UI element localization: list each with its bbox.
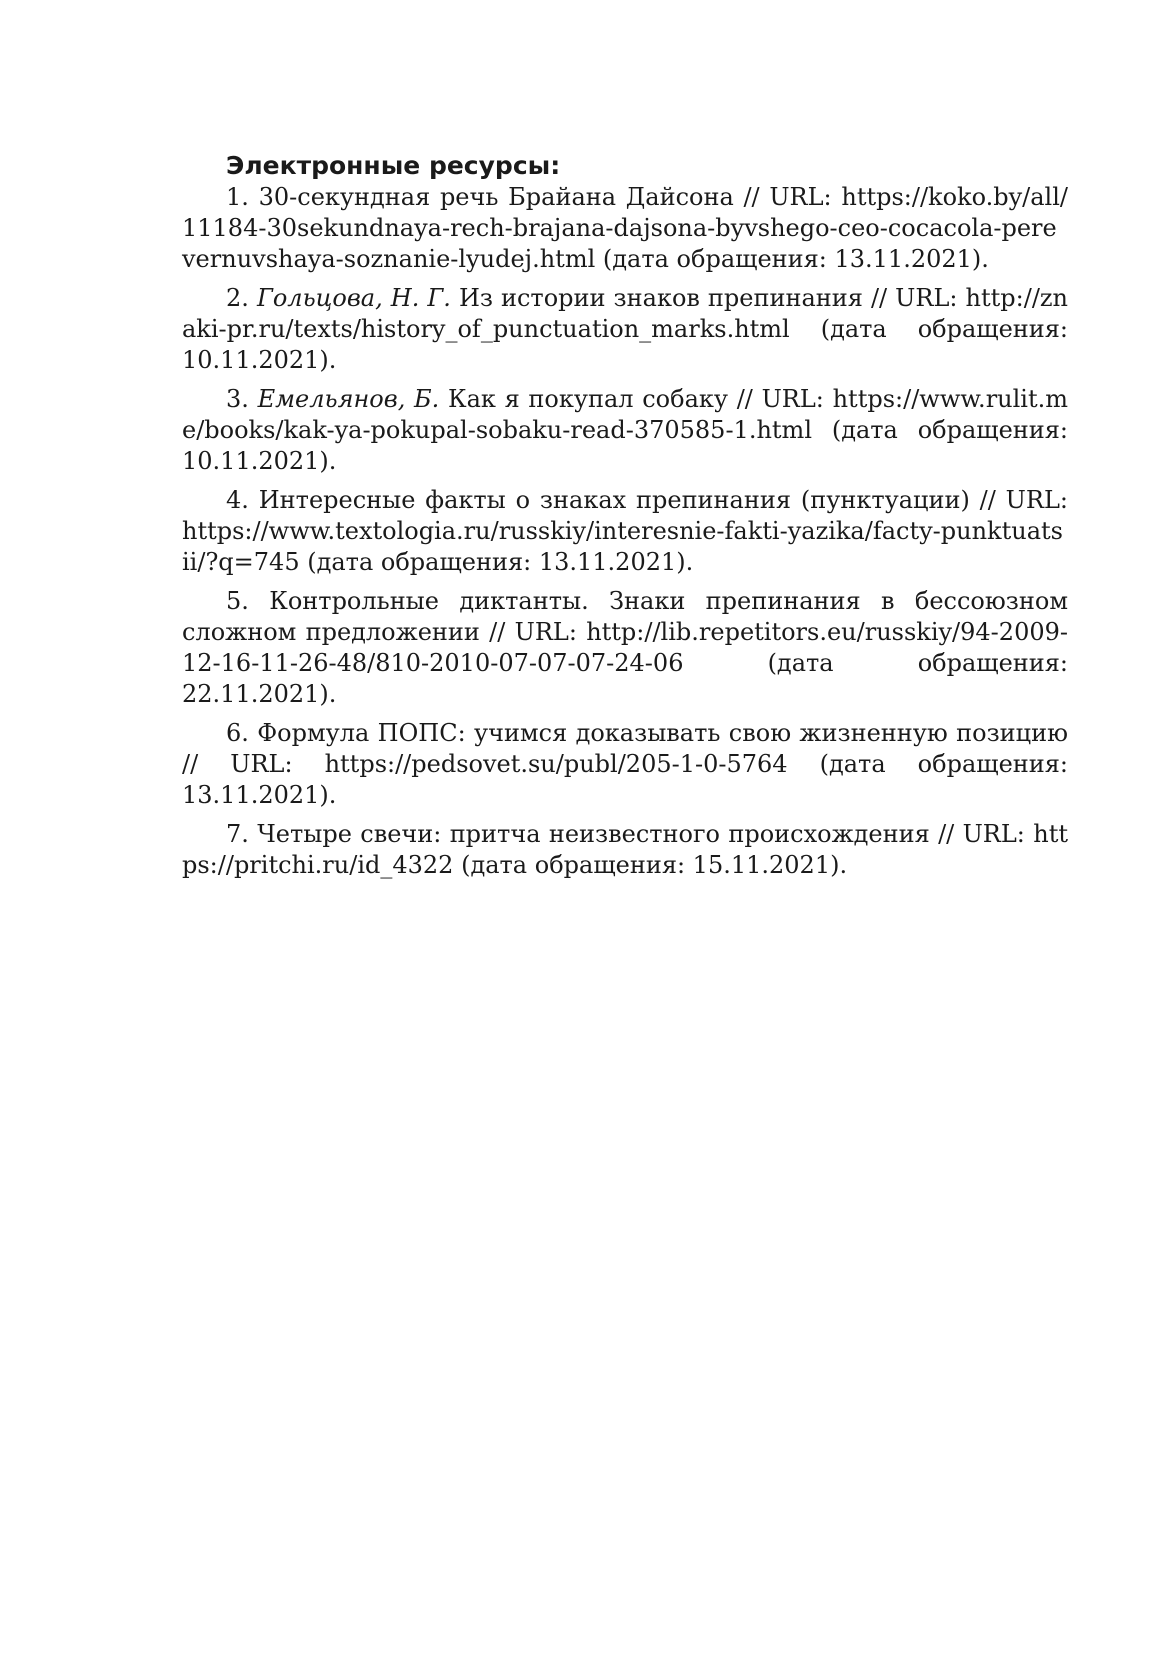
reference-number: 4. xyxy=(226,486,249,514)
reference-url[interactable]: https://www.rulit.me/books/kak-ya-pokupal-sobaku-read-370585-1.html xyxy=(182,385,1068,444)
reference-item xyxy=(182,283,1068,376)
reference-number: 1. xyxy=(226,183,249,211)
reference-item xyxy=(182,586,1068,710)
reference-title: Из истории знаков препинания // URL: xyxy=(458,284,958,312)
reference-title: Формула ПОПС: учимся доказывать свою жизненную позицию // URL: xyxy=(182,719,1068,778)
reference-item xyxy=(182,182,1068,275)
reference-title: Контрольные диктанты. Знаки препинания в бессоюзном сложном предложении // URL: xyxy=(182,587,1068,646)
reference-author: Емельянов, Б. xyxy=(257,385,440,413)
reference-title: Четыре свечи: притча неизвестного происхождения // URL: xyxy=(257,820,1025,848)
reference-access-date: (дата обращения: 13.11.2021). xyxy=(602,245,989,273)
reference-url[interactable]: https://pritchi.ru/id_4322 xyxy=(182,820,1068,879)
reference-url[interactable]: https://pedsovet.su/publ/205-1-0-5764 xyxy=(324,750,788,778)
reference-author: Гольцова, Н. Г. xyxy=(256,284,451,312)
reference-access-date: (дата обращения: 10.11.2021). xyxy=(182,416,1068,475)
reference-access-date: (дата обращения: 22.11.2021). xyxy=(182,649,1068,708)
reference-item xyxy=(182,819,1068,881)
reference-url[interactable]: http://lib.repetitors.eu/russkiy/94-2009-12-16-11-26-48/810-2010-07-07-07-24-06 xyxy=(182,618,1068,677)
reference-title: Интересные факты о знаках препинания (пунктуации) // URL: xyxy=(258,486,1068,514)
reference-number: 2. xyxy=(226,284,249,312)
reference-access-date: (дата обращения: 10.11.2021). xyxy=(182,315,1068,374)
page-content xyxy=(182,150,1068,889)
reference-list xyxy=(182,182,1068,881)
section-heading: Электронные ресурсы: xyxy=(226,151,561,180)
reference-url[interactable]: https://koko.by/all/11184-30sekundnaya-rech-brajana-dajsona-byvshego-ceo-cocacola-perevernuvshaya-soznanie-lyudej.html xyxy=(182,183,1068,273)
reference-access-date: (дата обращения: 13.11.2021). xyxy=(182,750,1068,809)
reference-number: 3. xyxy=(226,385,249,413)
reference-item xyxy=(182,384,1068,477)
reference-url[interactable]: http://znaki-pr.ru/texts/history_of_punctuation_marks.html xyxy=(182,284,1068,343)
reference-item xyxy=(182,718,1068,811)
reference-number: 6. xyxy=(226,719,249,747)
reference-item xyxy=(182,485,1068,578)
reference-number: 7. xyxy=(226,820,249,848)
reference-url[interactable]: https://www.textologia.ru/russkiy/interesnie-fakti-yazika/facty-punktuatsii/?q=745 xyxy=(182,517,1063,576)
reference-access-date: (дата обращения: 13.11.2021). xyxy=(307,548,694,576)
reference-title: 30-секундная речь Брайана Дайсона // URL: xyxy=(258,183,832,211)
reference-title: Как я покупал собаку // URL: xyxy=(448,385,824,413)
reference-access-date: (дата обращения: 15.11.2021). xyxy=(461,851,848,879)
reference-number: 5. xyxy=(226,587,249,615)
